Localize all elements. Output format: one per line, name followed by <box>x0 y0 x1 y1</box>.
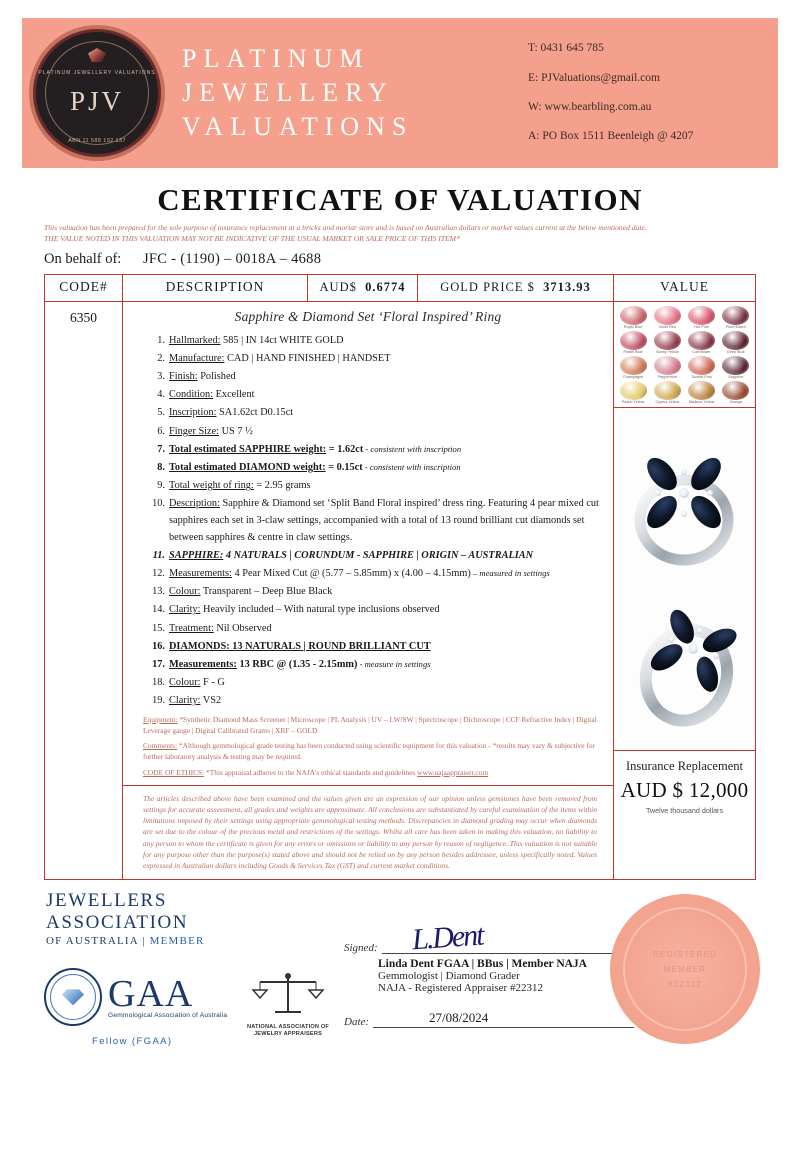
gem-icon <box>654 356 681 375</box>
spec-item <box>123 675 607 692</box>
assoc-line-1: JEWELLERS <box>46 890 167 912</box>
gem-swatch-label: Royal Blue <box>623 324 643 329</box>
stamp-line-3: #22312 <box>668 979 702 989</box>
gem-icon <box>722 381 749 400</box>
brand-line-3: VALUATIONS <box>182 112 414 142</box>
gem-swatch <box>651 356 683 379</box>
gem-icon <box>620 306 647 325</box>
gem-icon <box>654 306 681 325</box>
gem-swatch <box>686 331 718 354</box>
spec-value: Sapphire & Diamond set ‘Split Band Floral inspired’ dress ring. Featuring 4 pear mixed cut sapphires each set in 3-claw settings, accompanied with a total of 13 round brilliant cut diamonds set between sapphires & centre in claw settings. <box>169 498 599 543</box>
jewellers-association-logo <box>46 890 205 947</box>
comments-block <box>143 741 613 762</box>
insurance-label: Insurance Replacement <box>626 758 743 773</box>
legal-terms: The articles described above have been examined and the values given are an expression of our opinion unless gemstones have been removed from settings for accurate assessment, all grades and weights are approximate. All conclusions are substantiated by careful examination of the items within limitations imposed by their settings using appropriate gemmological testing methods. Discrepancies in diamond grading may occur when diamonds are set due to the colour of the precious metal and restrictions of the settings. Whilst all care has been taken in making this valuation, no liability to any person to whom the certificate is given for any errors or omissions or liability to any person by reason of negligence. This valuation is not suitable for any purpose other than the purpose(s) stated above and should not be relied on by any person besides addressee, unless specifically noted. Values expressed in Australian dollars including Goods & Services Tax (GST) and current market conditions. <box>123 785 613 880</box>
spec-item <box>123 424 607 441</box>
spec-note: - consistent with inscription <box>363 443 462 454</box>
on-behalf-label: On behalf of: <box>44 250 122 267</box>
spec-value: 4 Pear Mixed Cut @ (5.77 – 5.85mm) x (4.00 – 4.15mm) <box>231 568 471 580</box>
naja-logo <box>240 972 336 1038</box>
gem-icon <box>722 356 749 375</box>
spec-note: - consistent with inscription <box>362 461 461 472</box>
gem-swatch <box>651 331 683 354</box>
spec-label: Total estimated SAPPHIRE weight: <box>169 443 327 455</box>
on-behalf-value: JFC - (1190) – 0018A – 4688 <box>142 250 322 267</box>
page-title: CERTIFICATE OF VALUATION <box>157 182 643 217</box>
spec-label: DIAMONDS: 13 NATURALS | ROUND BRILLIANT CUT <box>169 640 431 652</box>
gem-swatch-label: Orange <box>729 399 743 404</box>
gem-swatch <box>686 356 718 379</box>
spec-value: Nil Observed <box>213 622 272 634</box>
spec-number: 6. <box>157 425 165 437</box>
value-column <box>614 302 755 880</box>
gem-swatch <box>686 306 718 329</box>
spec-item <box>123 333 607 350</box>
specification-list <box>123 333 613 710</box>
assoc-member: MEMBER <box>149 935 205 948</box>
logo-monogram: PJV <box>69 85 125 116</box>
gem-swatch-label: Madeira Yellow <box>688 399 715 404</box>
spec-value: CAD | HAND FINISHED | HANDSET <box>224 352 391 364</box>
spec-label: Measurements: <box>169 568 232 580</box>
gem-swatch <box>617 331 649 354</box>
header-value: VALUE <box>659 278 709 294</box>
date-label: Date: <box>344 1016 370 1029</box>
certificate-page <box>0 18 800 1149</box>
gem-icon <box>688 331 715 350</box>
spec-number: 17. <box>152 658 165 670</box>
spec-item <box>123 351 607 368</box>
spec-label: SAPPHIRE: <box>169 549 224 561</box>
naja-line-1: NATIONAL ASSOCIATION OF <box>246 1024 330 1031</box>
spec-item <box>123 621 607 638</box>
gem-icon <box>620 331 647 350</box>
gem-swatch-label: Sunny Yellow <box>656 349 679 354</box>
spec-item <box>123 369 607 386</box>
gem-swatch-label: Pastel Yellow <box>621 399 645 404</box>
table-body-row <box>45 302 755 880</box>
brand-line-2: JEWELLERY <box>182 77 394 107</box>
contact-website: W: www.bearbling.com.au <box>528 101 652 113</box>
gem-icon <box>654 331 681 350</box>
spec-value: 4 NATURALS | CORUNDUM - SAPPHIRE | ORIGIN – AUSTRALIAN <box>223 549 534 561</box>
header-aud <box>308 275 418 301</box>
header-description: DESCRIPTION <box>123 275 308 301</box>
signed-label: Signed: <box>344 942 378 955</box>
signer-name: Linda Dent FGAA | BBus | Member NAJA <box>378 958 587 971</box>
spec-label: Condition: <box>169 389 214 401</box>
spec-number: 19. <box>152 695 165 707</box>
gaa-acronym: GAA <box>108 972 194 1015</box>
gem-swatch <box>617 356 649 379</box>
header-aud-label: AUD$ <box>319 279 357 294</box>
spec-label: Finish: <box>169 371 198 383</box>
gem-swatch-label: Sapphire <box>728 374 744 379</box>
spec-item <box>123 657 607 674</box>
spec-item <box>123 496 607 546</box>
spec-number: 5. <box>157 407 165 419</box>
spec-label: Total weight of ring: <box>169 480 254 492</box>
gem-swatch-label: Plum Mixed <box>725 324 746 329</box>
spec-value: Heavily included – With natural type inclusions observed <box>200 604 440 616</box>
spec-item <box>123 442 607 459</box>
gem-colour-chart <box>614 302 755 408</box>
assoc-line-2: ASSOCIATION <box>46 912 189 934</box>
spec-number: 4. <box>157 389 165 401</box>
spec-number: 16. <box>152 640 165 652</box>
spec-note: - measure in settings <box>357 658 431 669</box>
spec-number: 8. <box>157 461 165 473</box>
spec-item <box>123 693 607 710</box>
gem-icon <box>654 381 681 400</box>
header-code: CODE# <box>45 275 123 301</box>
spec-label: Hallmarked: <box>169 334 221 346</box>
spec-label: Inscription: <box>169 407 217 419</box>
spec-number: 10. <box>152 498 165 510</box>
insurance-amount: AUD $ 12,000 <box>620 777 749 802</box>
spec-number: 11. <box>152 549 165 561</box>
assoc-country: OF AUSTRALIA <box>46 935 139 948</box>
gaa-subtitle: Gemmological Association of Australia <box>108 1011 228 1019</box>
spec-label: Clarity: <box>169 604 201 616</box>
contact-block <box>528 34 778 151</box>
spec-label: Manufacture: <box>169 352 225 364</box>
ethics-link[interactable]: www.najaappraiser.com <box>417 767 489 777</box>
gem-swatch <box>720 331 752 354</box>
spec-item <box>123 387 607 404</box>
logo-abn: ABN 11 588 192 137 <box>68 138 126 144</box>
stamp-line-2: MEMBER <box>663 964 707 974</box>
spec-value: Excellent <box>213 389 255 401</box>
gem-icon <box>688 381 715 400</box>
logo-arc-text: PLATINUM JEWELLERY VALUATIONS <box>38 70 156 76</box>
spec-item <box>123 584 607 601</box>
date-line <box>373 1006 634 1028</box>
spec-label: Colour: <box>169 586 201 598</box>
assoc-line-3 <box>46 935 205 947</box>
gem-swatch <box>617 381 649 404</box>
spec-label: Description: <box>169 498 220 510</box>
spec-number: 18. <box>152 677 165 689</box>
spec-item <box>123 566 607 583</box>
header-aud-value: 0.6774 <box>365 279 406 294</box>
spec-item <box>123 548 607 565</box>
gaa-seal-icon <box>44 968 102 1026</box>
header-gold-label: GOLD PRICE $ <box>440 279 535 294</box>
table-header-row <box>45 275 755 302</box>
contact-address: A: PO Box 1511 Beenleigh @ 4207 <box>528 130 694 143</box>
gem-icon <box>722 306 749 325</box>
document-footer <box>44 890 756 1062</box>
stamp-line-1: REGISTERED <box>652 949 717 959</box>
spec-number: 12. <box>152 568 165 580</box>
spec-number: 7. <box>157 443 165 455</box>
gem-swatch-label: Cornflower <box>692 349 711 354</box>
spec-number: 15. <box>152 622 165 634</box>
header-gold-value: 3713.93 <box>543 279 591 294</box>
contact-phone: T: 0431 645 785 <box>528 42 604 55</box>
spec-note: – measured in settings <box>470 568 550 579</box>
on-behalf-of-row <box>44 251 756 268</box>
spec-label: Finger Size: <box>169 425 220 437</box>
insurance-amount-words: Twelve thousand dollars <box>645 805 724 815</box>
spec-value: SA1.62ct D0.15ct <box>216 407 294 419</box>
spec-number: 13. <box>152 586 165 598</box>
gem-swatch <box>720 306 752 329</box>
item-details-column <box>123 302 614 880</box>
spec-label: Total estimated DIAMOND weight: <box>169 461 326 473</box>
assoc-sep: | <box>138 935 150 948</box>
spec-number: 9. <box>157 480 165 492</box>
gem-swatch-label: Champagne <box>622 374 644 379</box>
gem-swatch-label: Sunset Pink <box>691 374 712 379</box>
equipment-block <box>143 715 613 736</box>
header-gold <box>418 275 614 301</box>
gaa-logo <box>44 968 227 1026</box>
gem-swatch-label: Pastel Blue <box>623 349 643 354</box>
gem-swatch <box>617 306 649 329</box>
company-logo <box>22 18 172 168</box>
registered-member-stamp <box>610 894 760 1044</box>
gem-swatch-label: Cyprus Yellow <box>655 399 680 404</box>
ring-photographs <box>614 408 755 751</box>
spec-label: Colour: <box>169 677 201 689</box>
spec-number: 2. <box>157 352 165 364</box>
contact-email: E: PJValuations@gmail.com <box>528 71 660 84</box>
gaa-fellow-label: Fellow (FGAA) <box>92 1036 173 1048</box>
spec-number: 1. <box>157 334 165 346</box>
gem-swatch <box>651 381 683 404</box>
spec-value: = 0.15ct <box>325 461 363 473</box>
gem-icon <box>620 356 647 375</box>
gem-swatch <box>651 306 683 329</box>
valuation-table <box>44 274 756 881</box>
document-header <box>22 18 778 168</box>
brand-line-1: PLATINUM <box>182 43 370 73</box>
ring-photo-svg <box>614 408 755 751</box>
equipment-text: *Synthetic Diamond Mass Screener | Microscope | PL Analysis | UV – LW/SW | Spectroscope | Dichroscope | CCF Refractive Index | Digital Leverage gauge | Digital Calibrated Grams | XRF – GOLD <box>143 714 597 735</box>
signer-registration: NAJA - Registered Appraiser #22312 <box>378 982 543 995</box>
spec-value: = 1.62ct <box>326 443 364 455</box>
signature-script: L.Dent <box>410 918 484 957</box>
comments-text: *Although gemmological grade testing has been conducted using scientific equipment for this valuation - *results may vary & subjective for further laboratory analysis & testing may be required. <box>143 741 595 762</box>
spec-value: 585 | IN 14ct WHITE GOLD <box>220 334 344 346</box>
spec-item <box>123 602 607 619</box>
signature-block <box>344 920 634 1028</box>
spec-value: = 2.95 grams <box>253 480 311 492</box>
item-code: 6350 <box>45 302 123 880</box>
spec-label: Treatment: <box>169 622 214 634</box>
equipment-label: Equipment: <box>143 714 178 724</box>
spec-value: US 7 ½ <box>219 425 253 437</box>
gem-swatch <box>686 381 718 404</box>
spec-label: Clarity: <box>169 695 201 707</box>
ethics-label: CODE OF ETHICS: <box>143 767 205 777</box>
disclaimer <box>44 222 756 245</box>
spec-value: Polished <box>197 371 236 383</box>
spec-item <box>123 639 607 656</box>
diamond-icon <box>62 989 84 1005</box>
disclaimer-line-1: This valuation has been prepared for the sole purpose of insurance replacement at a bricks and mortar store and is based on Australian dollars or market values current at the below mentioned date. <box>44 223 647 232</box>
naja-line-2: JEWELRY APPRAISERS <box>253 1031 323 1038</box>
gem-icon <box>620 381 647 400</box>
gem-swatch-label: Deep Blue <box>727 349 745 354</box>
spec-value: F - G <box>200 677 225 689</box>
gem-swatch-label: Hot Pink <box>694 324 709 329</box>
gem-icon <box>722 331 749 350</box>
spec-item <box>123 405 607 422</box>
comments-label: Comments: <box>143 741 178 751</box>
spec-label: Measurements: <box>169 658 237 670</box>
gem-swatch <box>720 356 752 379</box>
ethics-text: *This appraisal adheres to the NAJA's ethical standards and guidelines <box>206 767 416 777</box>
spec-number: 3. <box>157 371 165 383</box>
spec-item <box>123 478 607 495</box>
date-value: 27/08/2024 <box>429 1010 489 1026</box>
spec-number: 14. <box>152 604 165 616</box>
spec-item <box>123 460 607 477</box>
gem-swatch <box>720 381 752 404</box>
spec-value: VS2 <box>200 695 222 707</box>
disclaimer-line-2: THE VALUE NOTED IN THIS VALUATION MAY NOT BE INDICATIVE OF THE USUAL MARKET OR SALE PRICE OF THIS ITEM* <box>44 234 460 244</box>
signature-line <box>382 918 634 957</box>
brand-name <box>172 42 528 145</box>
ethics-block <box>143 768 613 779</box>
insurance-replacement-block <box>614 751 755 821</box>
signer-role: Gemmologist | Diamond Grader <box>378 970 520 983</box>
gem-icon <box>688 356 715 375</box>
scales-icon <box>251 972 325 1024</box>
gem-swatch-label: Violet Red <box>658 324 677 329</box>
spec-value: 13 RBC @ (1.35 - 2.15mm) <box>236 658 358 670</box>
gem-swatch-label: Peppermint <box>657 374 678 379</box>
gem-icon <box>688 306 715 325</box>
spec-value: Transparent – Deep Blue Black <box>200 586 333 598</box>
item-title: Sapphire & Diamond Set ‘Floral Inspired’ Ring <box>234 308 502 324</box>
